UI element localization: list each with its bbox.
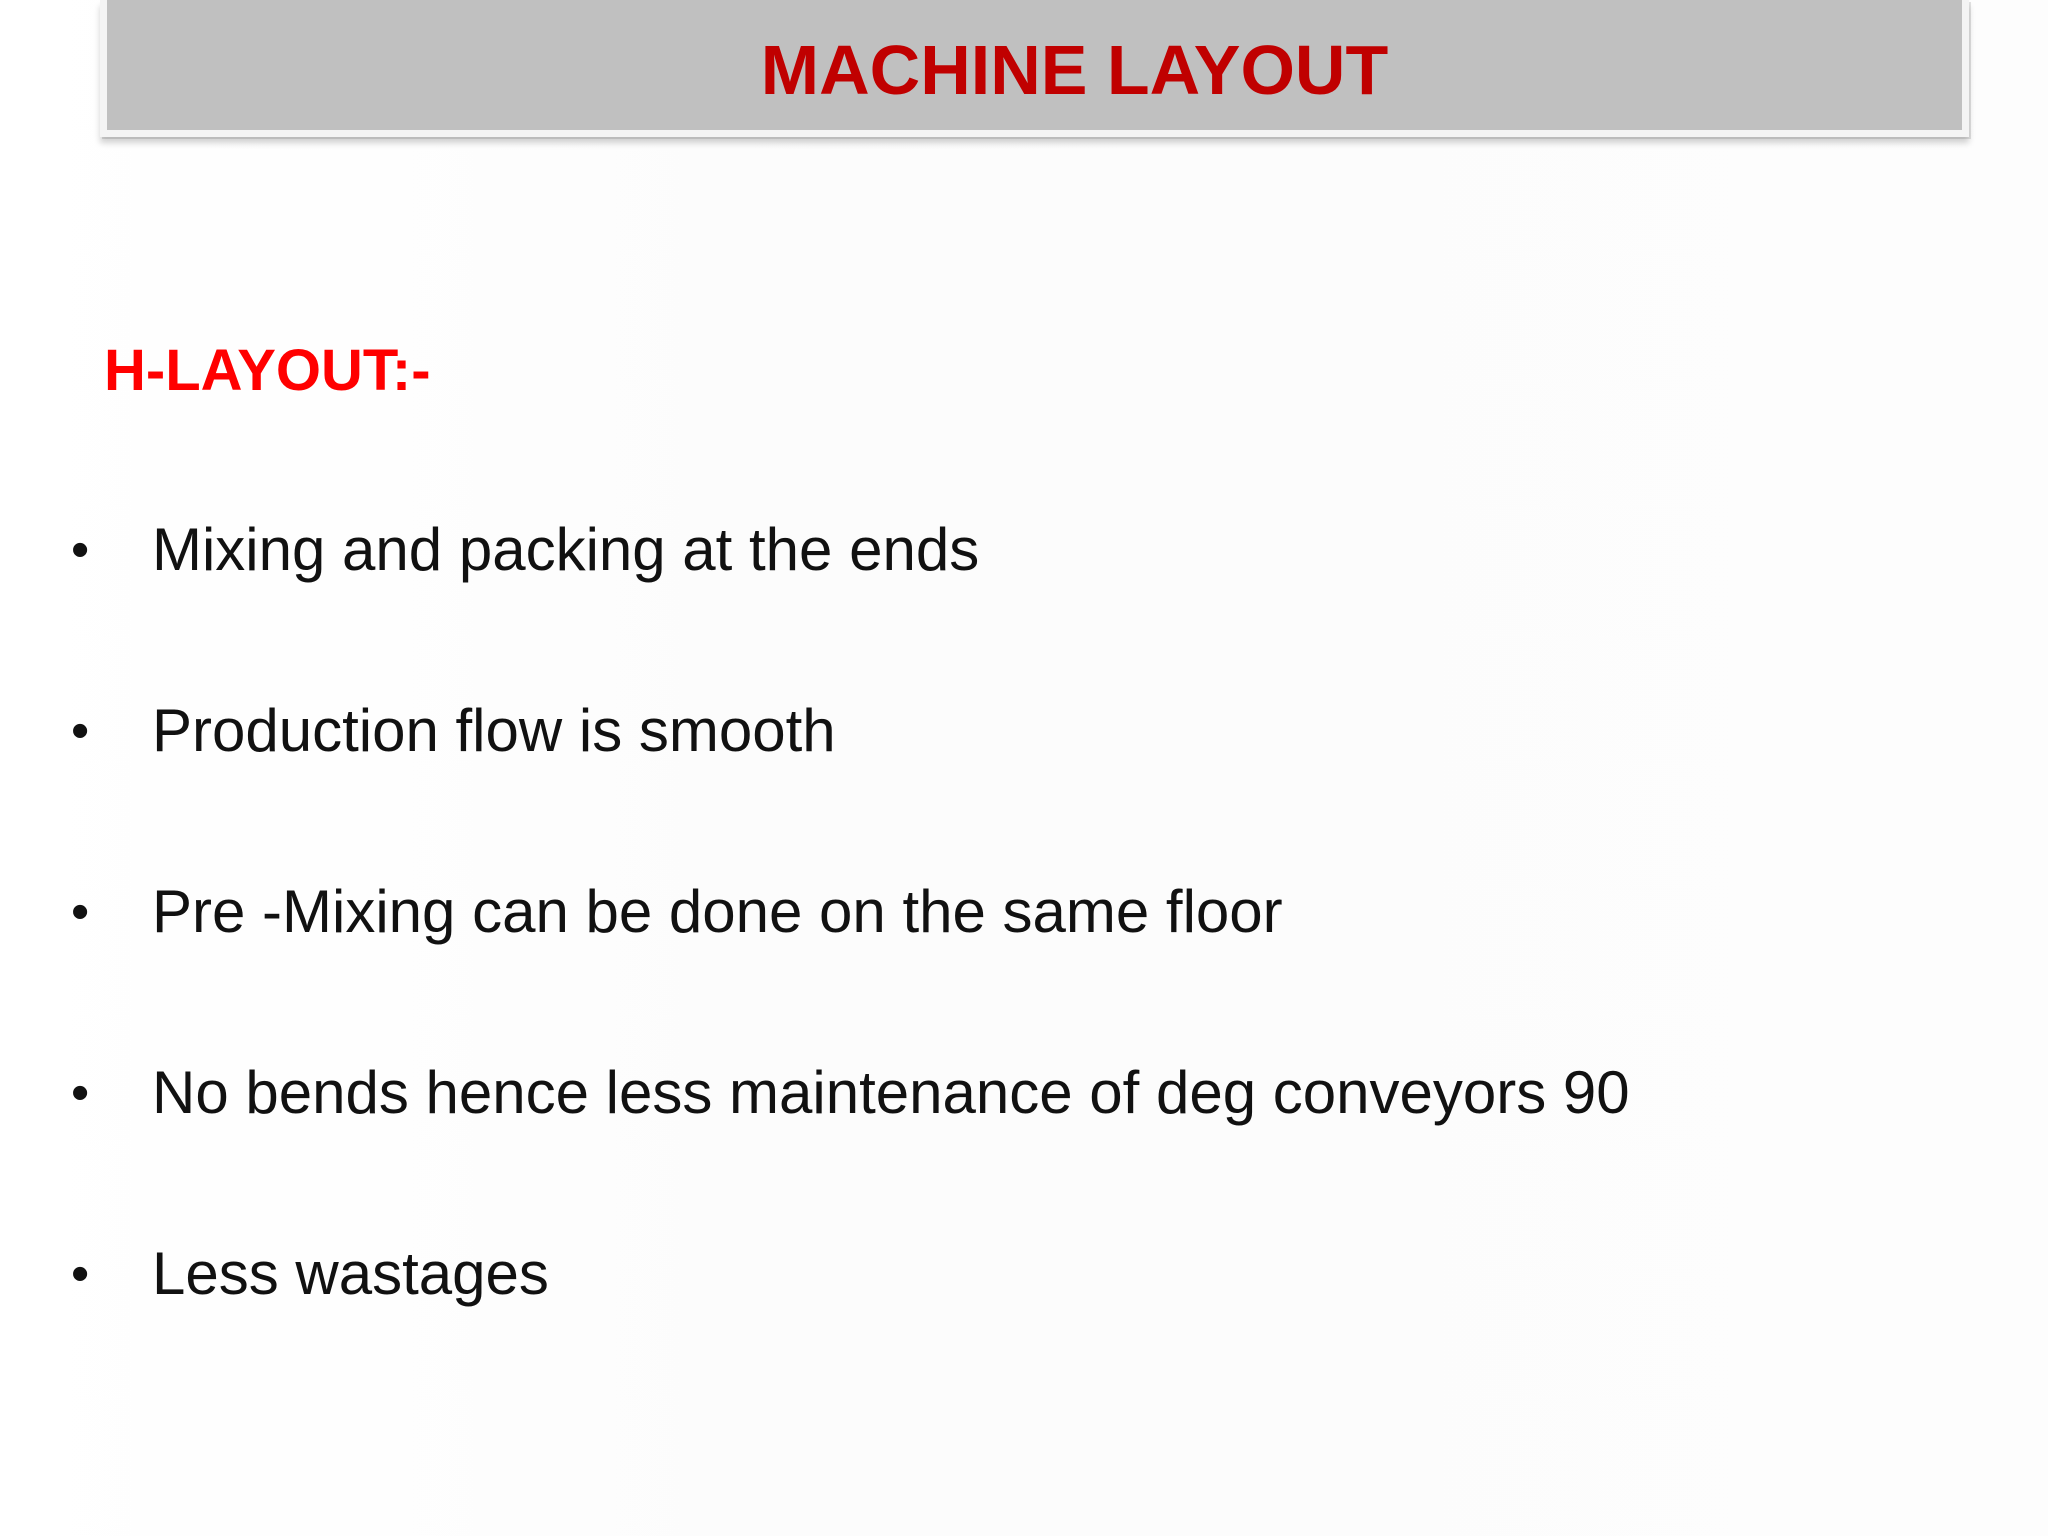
list-item <box>70 510 1630 691</box>
bullet-list <box>70 510 1630 1415</box>
list-item <box>70 1234 1630 1415</box>
bullet-icon: • <box>71 1245 90 1303</box>
bullet-text: Mixing and packing at the ends <box>152 516 980 583</box>
list-item <box>70 872 1630 1053</box>
slide-title: MACHINE LAYOUT <box>760 31 1389 109</box>
list-item <box>70 1053 1630 1234</box>
bullet-icon: • <box>71 883 90 941</box>
section-heading: H-LAYOUT:- <box>104 338 431 403</box>
bullet-text: Less wastages <box>152 1240 549 1307</box>
list-item <box>70 691 1630 872</box>
bullet-icon: • <box>71 521 90 579</box>
bullet-text: Pre -Mixing can be done on the same floor <box>152 878 1283 945</box>
bullet-text: Production flow is smooth <box>152 697 836 764</box>
title-bar <box>100 0 1969 137</box>
bullet-icon: • <box>71 702 90 760</box>
bullet-text: No bends hence less maintenance of deg conveyors 90 <box>152 1059 1630 1126</box>
bullet-icon: • <box>71 1064 90 1122</box>
